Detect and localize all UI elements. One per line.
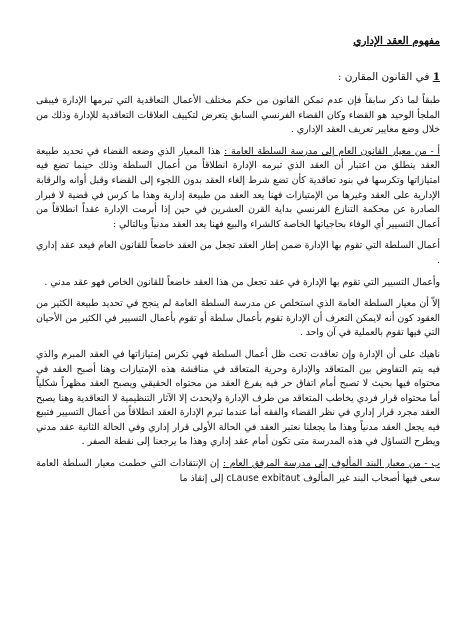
document-title: مفهوم العقد الإداري — [353, 35, 440, 47]
paragraph-privileges: ناهيك على أن الإدارة وإن تعاقدت تحت ظل أعمال السلطة فهي تكرس إمتيازاتها في العقد المبرم والذي فيه يتم التفاوض بين المتعاقد والإدارة وحرية المتعاقد في مناقشة هذه الإمتيازات وهنا أصبح العقد في محتواه فيها بحيث لا تصبح أمام اتفاق حر فيه يفرغ العقد من محتواه الحقيقي ويصبح العقد مظهراً شكلياً أما محتواه قرار فردي يخاطب المتعاقد من طرف الإدارة ولايحدث إلا الآثار التنظيمية لا التعاقدية وهنا يصبح العقد مجرد قرار إداري في نظر القضاء والفقه أما عندما تبرم الإدارة العقد انطلاقاً من أعمال التسيير فتبيع فيه يجعل العقد مدنياً وهذا ما يجعلنا نعتبر العقد في الحالة الأولى قرار إداري وفي الحالة الثانية عقد مدني ويطرح التساؤل في هذه المدرسة متى تكون أمام عقد إداري وهذا ما يرجعنا إلى نقطة الصفر . — [36, 348, 440, 448]
section-title: في القانون المقارن : — [337, 71, 433, 83]
paragraph-authority-acts: أعمال السلطة التي تقوم بها الإدارة ضمن إطار العقد تجعل من العقد خاضعاً للقانون العام فيعد عقد إداري . — [36, 240, 440, 266]
paragraph-management-acts: وأعمال التسيير التي تقوم بها الإدارة في عقد تجعل من هذا العقد خاضعاً للقانون الخاص فهو عقد مدني . — [44, 276, 440, 288]
latin-term: cLause exbitaut — [226, 472, 301, 484]
section-number: 1 — [432, 71, 440, 83]
paragraph-criterion-critique: إلاّ أن معيار السلطة العامة الذي استخلص عن مدرسة السلطة العامة لم ينجح في تحديد طبيعة الكثير من العقود كون أنه لايمكن التعرف أن الإدارة تقوم بأعمال سلطة أو تقوم بأعمال التسيير في الكثير من الأحيان التي فيها تقوم بالعملية في آن واحد . — [36, 298, 440, 339]
paragraph-body-b-end: إلى إنقاذ ما — [179, 472, 227, 484]
paragraph-lead-a: أ - من معيار القانون العام إلى مدرسة السلطة العامة : — [224, 145, 440, 157]
paragraph-unusual-clause — [36, 457, 440, 486]
paragraph-body-a: هذا المعيار الذي وضعه القضاء في تحديد طبيعة العقد ينطلق من اعتبار أن العقد الذي تبرمه الإدارة انطلاقاً من أعمال السلطة وذلك حينما تضع فيه امتيازاتها وتكرسها في بنود تعاقدية كأن تضع شرط إلغاء العقد بدون اللجوء إلى القضاء وقبل أوانه والرقابة الإدارية على العقد وغيرها من الإمتيازات فهنا يعد العقد من طبيعة إدارية وهذا ما كرس في قضية لا فبرار الصادرة عن محكمة التنازع الفرنسي بداية القرن العشرين في حين إذا أبرمت الإدارة عقداً انطلاقاً من أعمال التسيير أي الوفاء بحاجياتها الخاصة كالشراء والبيع فهنا يعد العقد مدنياً وبالتالي : — [36, 145, 440, 230]
paragraph-intro: طبقاً لما ذكر سابقاً فإن عدم تمكن القانون من حكم مختلف الأعمال التعاقدية التي تبرمها الإدارة فيبقى الملجأ الوحيد هو القضاء وكان القضاء الفرنسي السابق يتعرض لتكييف العلاقات التعاقدية للإدارة وذلك من خلال وضع معايير تعريف العقد الإداري . — [36, 95, 440, 136]
paragraph-body-b: إن الإنتقادات التي حطمت معيار السلطة العامة سعى فيها أصحاب البند غير المألوف — [36, 458, 440, 484]
section-heading — [36, 70, 440, 84]
paragraph-lead-b: ب - من معيار البند المألوف إلى مدرسة المرفق العام : — [222, 458, 440, 470]
paragraph-public-law-criterion — [36, 145, 440, 233]
